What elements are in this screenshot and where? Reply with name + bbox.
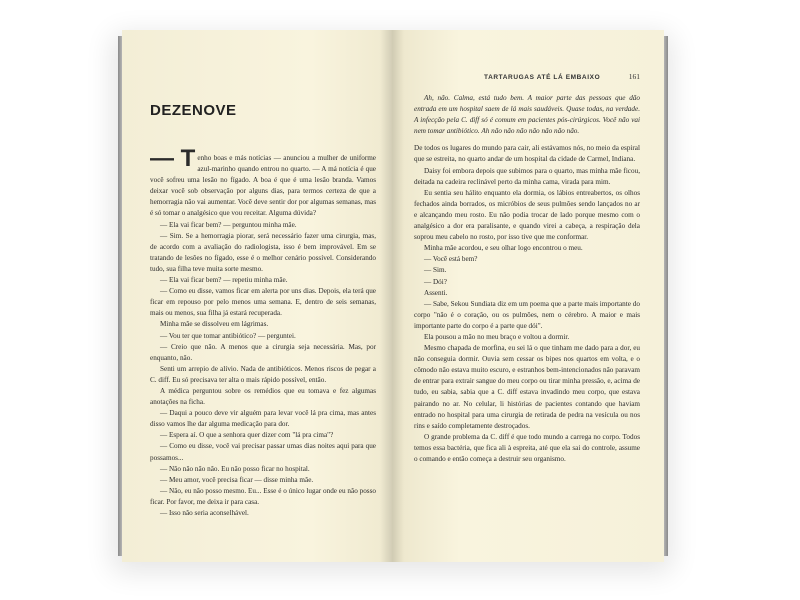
paragraph: — Vou ter que tomar antibiótico? — perguntei.: [160, 331, 296, 340]
paragraph: — Espera aí. O que a senhora quer dizer com "lá pra cima"?: [160, 431, 334, 440]
paragraph: — Não não não não. Eu não posso ficar no hospital.: [160, 464, 310, 473]
paragraph: — Como eu disse, vamos ficar em alerta por uns dias. Depois, ela terá que ficar em repouso por pelo menos uma semana. E, dentro de seis semanas, mais ou menos, sua filha já estará recuperada.: [150, 287, 376, 318]
paragraph: Ela pousou a mão no meu braço e voltou a dormir.: [424, 332, 570, 341]
paragraph: — Não, eu não posso mesmo. Eu... Esse é o único lugar onde eu não posso ficar. Por favor, me deixa ir para casa.: [150, 486, 376, 506]
italic-thought: Ah, não. Calma, está tudo bem. A maior parte das pessoas que dão entrada em um hospital saem de lá mais saudáveis. Quase todas, na verdade. A infecção pela C. diff só é comum em pacientes pós-cirúrgicos. Você não vai nem tomar antibiótico. Ah não não não não não não não.: [414, 94, 640, 136]
book-gutter: [380, 30, 404, 562]
paragraph: Eu sentia seu hálito enquanto ela dormia, os lábios entreabertos, os olhos fechados ainda borrados, os micróbios de seus pulmões sendo lançados no ar e alcançando meu rosto. Eu não podia trocar de lado porque mesmo com o analgésico a dor era paralisante, e quando virei a cabeça, a respiração dela soprou meu cabelo no rosto, por isso tive que me conformar.: [414, 188, 640, 242]
paragraph: — Ela vai ficar bem? — repetiu minha mãe.: [160, 276, 288, 285]
drop-cap: — T: [150, 145, 196, 172]
right-page: [392, 30, 664, 562]
paragraph: — Sim.: [424, 266, 447, 275]
running-header: [414, 72, 640, 81]
right-page-text: [414, 93, 640, 465]
paragraph: — Você está bem?: [424, 255, 478, 264]
paragraph-text: enho boas e más notícias — anunciou a mulher de uniforme azul-marinho quando entrou no quarto. — A má notícia é que você sofreu uma lesão no fígado. A boa é que é uma lesão branda. Vamos deixar você sob observação por alguns dias, para termos certeza de que a hemorragia não vai aumentar. Você deve sentir dor por algumas semanas, mas é só tomar o analgésico que vou receitar. Alguma dúvida?: [150, 154, 376, 218]
paragraph: — Meu amor, você precisa ficar — disse minha mãe.: [160, 475, 314, 484]
running-title: TARTARUGAS ATÉ LÁ EMBAIXO: [484, 74, 601, 81]
paragraph: Daisy foi embora depois que subimos para o quarto, mas minha mãe ficou, deitada na cadeira reclinável perto da minha cama, virada para mim.: [414, 166, 640, 186]
open-book: [118, 30, 668, 562]
paragraph: — Sim. Se a hemorragia piorar, será necessário fazer uma cirurgia, mas, de acordo com a avaliação do radiologista, isso é bem improvável. Em se tratando de lesões no fígado, esse é o melhor cenário possível. Considerando tudo, sua filha teve muita sorte mesmo.: [150, 231, 376, 273]
paragraph: — Dói?: [424, 277, 447, 286]
left-page-text: [150, 145, 376, 519]
page-number: 161: [628, 72, 640, 81]
paragraph: A médica perguntou sobre os remédios que eu tomava e fez algumas anotações na ficha.: [150, 386, 376, 407]
paragraph: De todos os lugares do mundo para cair, ali estávamos nós, no meio da espiral que se estreita, no quarto andar de um hospital da cidade de Carmel, Indiana.: [414, 144, 640, 164]
paragraph: O grande problema da C. diff é que todo mundo a carrega no corpo. Todos temos essa bactéria, que fica ali à espreita, até que ela sai do controle, assume o comando e então começa a destruir seu organismo.: [414, 432, 640, 463]
paragraph: Minha mãe se dissolveu em lágrimas.: [160, 320, 269, 329]
paragraph: Assenti.: [424, 288, 448, 297]
paragraph: — Ela vai ficar bem? — perguntou minha mãe.: [160, 220, 297, 229]
paragraph: — Isso não seria aconselhável.: [160, 509, 249, 517]
left-page: [122, 30, 392, 562]
paragraph: [150, 145, 376, 220]
paragraph: — Como eu disse, você vai precisar passar umas dias noites aqui para que possamos...: [150, 442, 376, 462]
paragraph: Mesmo chapada de morfina, eu sei lá o que tinham me dado para a dor, eu não conseguia dormir. Ouvia sem cessar os bipes nos quartos em volta, e o cômodo não estava muito escuro, e estranhos bem-intencionados não paravam de entrar para extrair sangue do meu corpo ou tirar minha pressão, e, acima de tudo, eu sabia, sabia que a C. diff estava invadindo meu corpo, que estava pairando no ar. No celular, li histórias de pacientes contando que haviam entrado no hospital para uma cirurgia de retirada de pedra na vesícula ou nos rins e saído completamente destroçados.: [414, 344, 640, 430]
paragraph: Senti um arrepio de alívio. Nada de antibióticos. Menos riscos de pegar a C. diff. Eu só precisava ter alta o mais rápido possível, então.: [150, 364, 376, 384]
paragraph: Minha mãe acordou, e seu olhar logo encontrou o meu.: [424, 244, 583, 253]
paragraph: — Sabe, Sekou Sundiata diz em um poema que a parte mais importante do corpo "não é o coração, ou os pulmões, nem o cérebro. A maior e mais importante parte do corpo é a parte que dói".: [414, 299, 640, 330]
paragraph: — Daqui a pouco deve vir alguém para levar você lá pra cima, mas antes disso vamos lhe dar alguma medicação para dor.: [150, 409, 376, 429]
chapter-title: DEZENOVE: [150, 102, 237, 119]
paragraph: — Creio que não. A menos que a cirurgia seja necessária. Mas, por enquanto, não.: [150, 342, 376, 362]
